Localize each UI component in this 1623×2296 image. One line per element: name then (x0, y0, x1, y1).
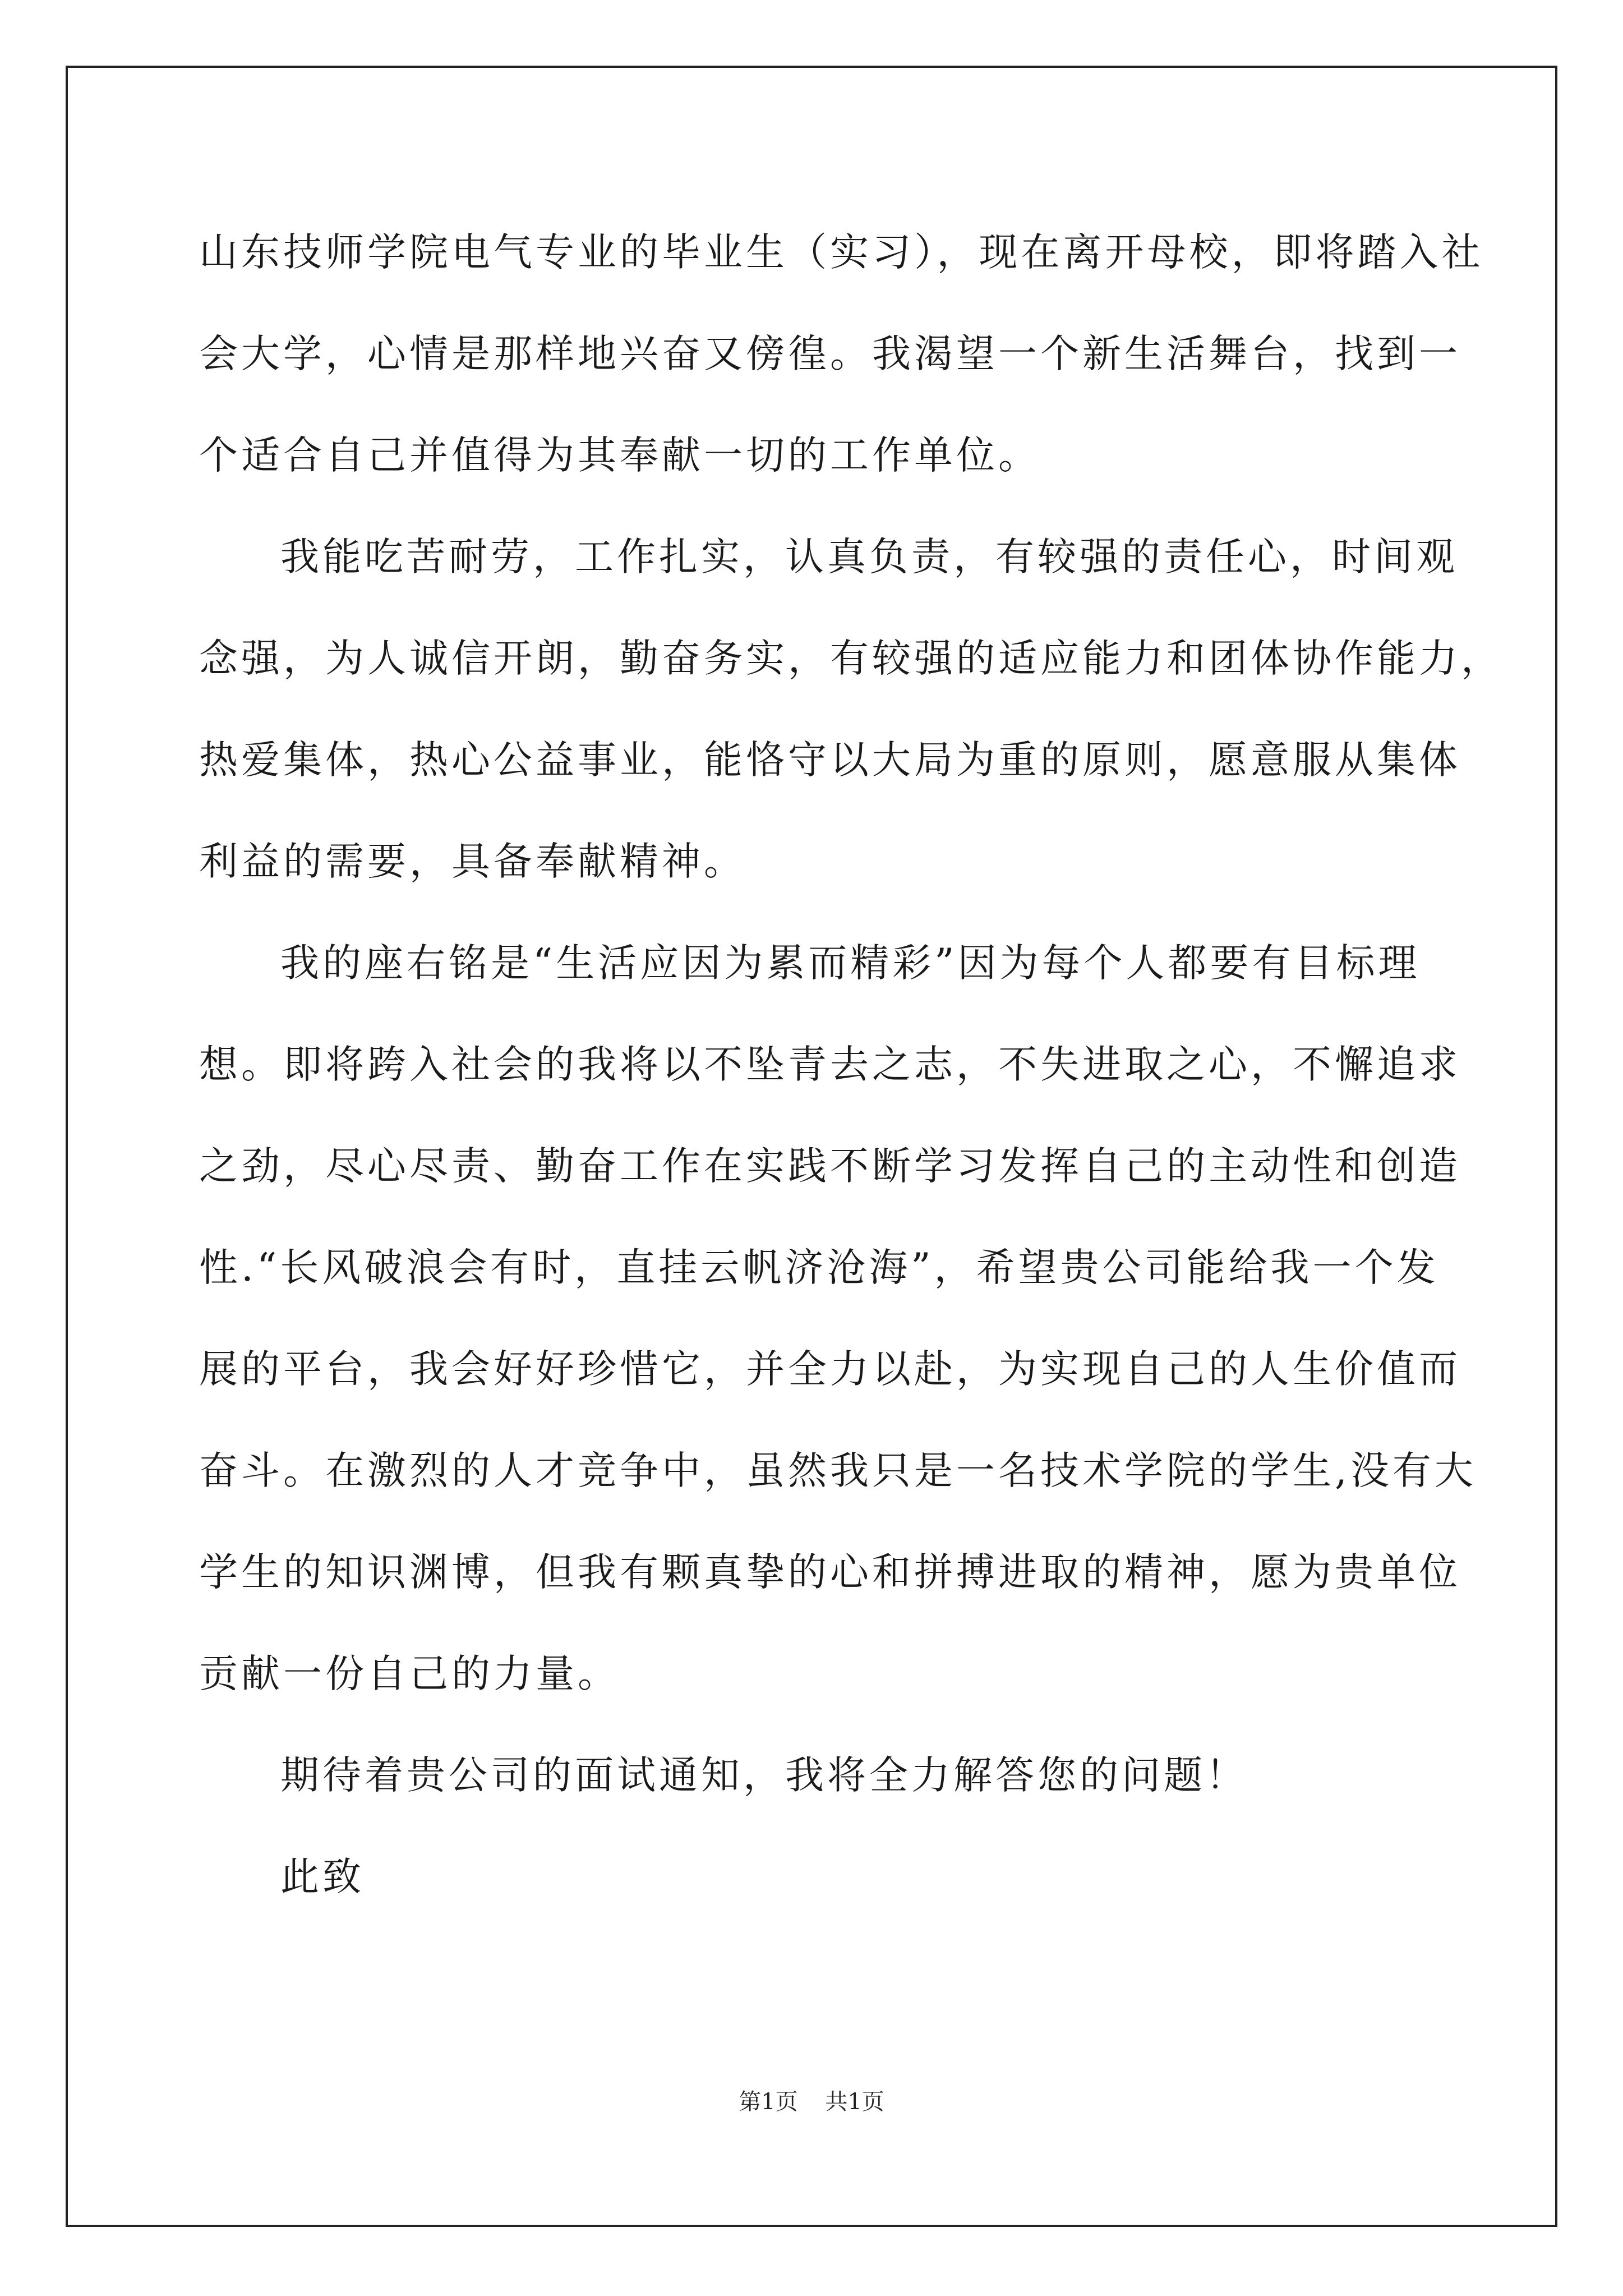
text-line: 学生的知识渊博，但我有颗真挚的心和拼搏进取的精神，愿为贵单位 (199, 1550, 1461, 1595)
text-line: 性.“长风破浪会有时，直挂云帆济沧海”，希望贵公司能给我一个发 (199, 1245, 1439, 1290)
page-footer (0, 2084, 1623, 2116)
text-line: 贡献一份自己的力量。 (199, 1651, 620, 1696)
text-line: 之劲，尽心尽责、勤奋工作在实践不断学习发挥自己的主动性和创造 (199, 1144, 1461, 1189)
text-line: 热爱集体，热心公益事业，能恪守以大局为重的原则，愿意服从集体 (199, 738, 1461, 783)
text-line: 山东技师学院电气专业的毕业生（实习），现在离开母校，即将踏入社 (199, 230, 1484, 275)
text-line: 利益的需要，具备奉献精神。 (199, 839, 746, 884)
page-number-total: 共1页 (825, 2089, 884, 2115)
letter-body (199, 202, 1503, 1928)
page-number-current: 第1页 (739, 2089, 798, 2115)
text-line: 我能吃苦耐劳，工作扎实，认真负责，有较强的责任心，时间观 (280, 535, 1458, 579)
text-line: 我的座右铭是“生活应因为累而精彩”因为每个人都要有目标理 (280, 941, 1421, 986)
text-line: 想。即将跨入社会的我将以不坠青去之志，不失进取之心，不懈追求 (199, 1042, 1461, 1087)
text-line: 念强，为人诚信开朗，勤奋务实，有较强的适应能力和团体协作能力， (199, 636, 1503, 681)
text-line: 展的平台，我会好好珍惜它，并全力以赴，为实现自己的人生价值而 (199, 1347, 1461, 1392)
closing-line: 此致 (280, 1855, 365, 1899)
text-line: 期待着贵公司的面试通知，我将全力解答您的问题！ (280, 1753, 1248, 1798)
text-line: 奋斗。在激烈的人才竞争中，虽然我只是一名技术学院的学生,没有大 (199, 1448, 1477, 1493)
text-line: 会大学，心情是那样地兴奋又傍徨。我渴望一个新生活舞台，找到一 (199, 332, 1461, 376)
text-line: 个适合自己并值得为其奉献一切的工作单位。 (199, 433, 1040, 478)
